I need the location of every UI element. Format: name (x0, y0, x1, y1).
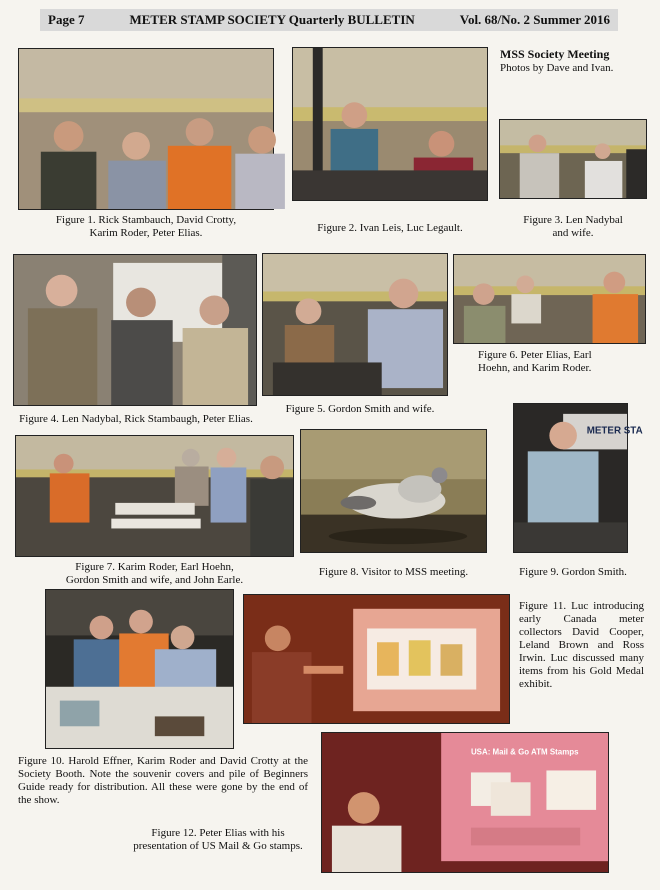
figure-6-photo (453, 254, 646, 344)
figure-9-caption: Figure 9. Gordon Smith. (519, 566, 627, 578)
figure-10-photo (45, 589, 234, 749)
figure-11-caption: Figure 11. Luc introducing early Canada meter collectors David Cooper, Leland Brown and Ross Irwin. Luc discussed many items from his Gold Medal exhibit. (519, 600, 644, 690)
slide-title-text: USA: Mail & Go ATM Stamps (470, 747, 579, 757)
intro-credit: Photos by Dave and Ivan. (500, 62, 614, 74)
figure-12-caption: Figure 12. Peter Elias with his presentation of US Mail & Go stamps. (133, 827, 303, 852)
figure-7-caption: Figure 7. Karim Roder, Earl Hoehn, Gordon Smith and wife, and John Earle. (65, 561, 244, 586)
booth-sign-text: METER STA (586, 425, 643, 437)
figure-4-photo (13, 254, 257, 406)
figure-1-photo (18, 48, 274, 210)
figure-4-caption: Figure 4. Len Nadybal, Rick Stambaugh, Peter Elias. (19, 413, 253, 425)
figure-3-caption: Figure 3. Len Nadybal and wife. (523, 214, 623, 239)
figure-6-caption: Figure 6. Peter Elias, Earl Hoehn, and Karim Roder. (478, 349, 592, 374)
page-header (40, 9, 618, 31)
figure-7-photo (15, 435, 294, 557)
figure-3-photo (499, 119, 647, 199)
figure-10-caption: Figure 10. Harold Effner, Karim Roder and David Crotty at the Society Booth. Note the souvenir covers and pile of Beginners Guide ready for distribution. All these were gone by the end of the show. (18, 755, 308, 806)
bulletin-title: METER STAMP SOCIETY Quarterly BULLETIN (129, 12, 415, 27)
figure-5-photo (262, 253, 448, 396)
figure-2-photo (292, 47, 488, 201)
figure-9-photo (513, 403, 643, 553)
figure-8-caption: Figure 8. Visitor to MSS meeting. (318, 566, 469, 578)
figure-5-caption: Figure 5. Gordon Smith and wife. (285, 403, 435, 415)
figure-11-photo (243, 594, 510, 724)
intro-title: MSS Society Meeting (500, 47, 610, 61)
issue-info: Vol. 68/No. 2 Summer 2016 (459, 12, 610, 27)
figure-2-caption: Figure 2. Ivan Leis, Luc Legault. (317, 222, 463, 234)
figure-12-photo (321, 732, 609, 873)
figure-1-caption: Figure 1. Rick Stambauch, David Crotty, Karim Roder, Peter Elias. (55, 214, 237, 239)
figure-8-photo (300, 429, 487, 553)
page-number: Page 7 (48, 12, 85, 27)
